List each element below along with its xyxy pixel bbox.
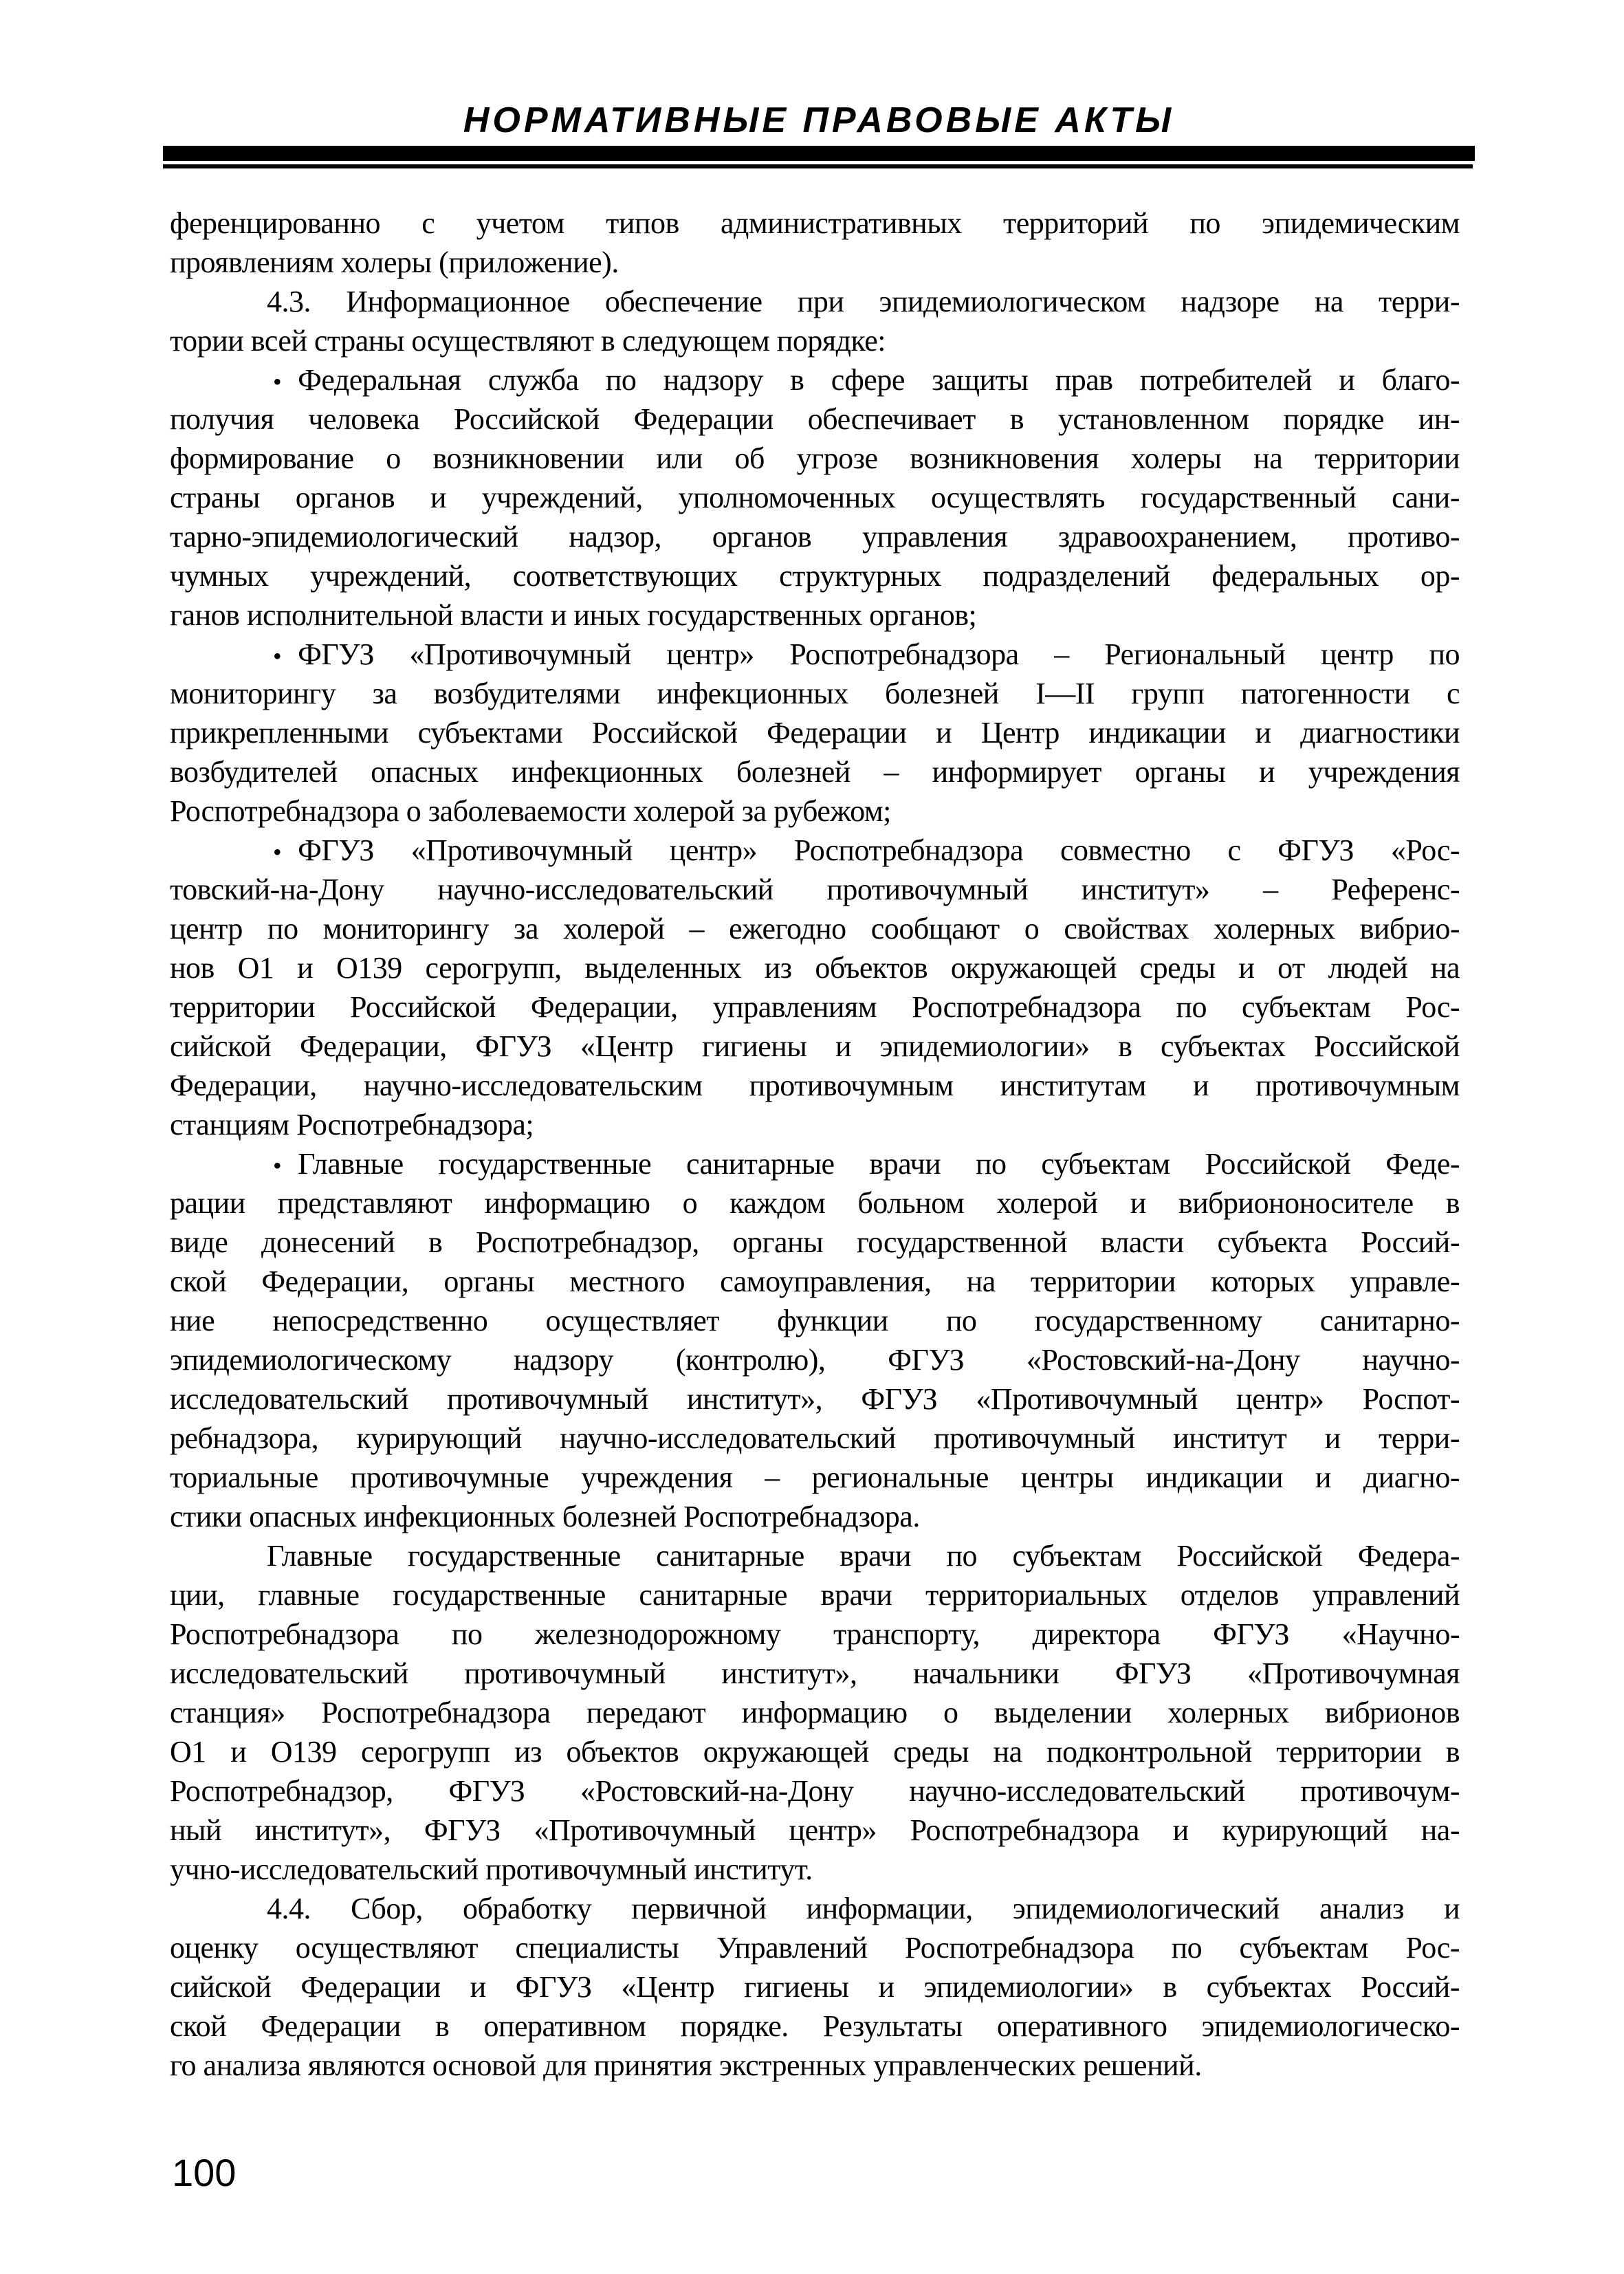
- text-line: стики опасных инфекционных болезней Роспотребнадзора.: [170, 1500, 920, 1533]
- bullet-icon: •: [273, 838, 282, 866]
- text-line: ние непосредственно осуществляет функции по государственному санитарно-: [170, 1304, 1460, 1337]
- header-rule-thin: [163, 164, 1473, 168]
- text-line: формирование о возникновении или об угрозе возникновения холеры на территории: [170, 441, 1460, 475]
- text-line: 4.3. Информационное обеспечение при эпидемиологическом надзоре на терри-: [267, 285, 1460, 318]
- text-line: исследовательский противочумный институт», начальники ФГУЗ «Противочумная: [170, 1657, 1460, 1690]
- text-line: товский-на-Дону научно-исследовательский противочумный институт» – Референс-: [170, 873, 1460, 906]
- page-header-title: НОРМАТИВНЫЕ ПРАВОВЫЕ АКТЫ: [463, 100, 1175, 140]
- text-line: эпидемиологическому надзору (контролю), ФГУЗ «Ростовский-на-Дону научно-: [170, 1343, 1460, 1377]
- document-body: [170, 204, 1460, 2085]
- text-line: тарно-эпидемиологический надзор, органов управления здравоохранением, противо-: [170, 520, 1460, 554]
- text-line: сийской Федерации, ФГУЗ «Центр гигиены и эпидемиологии» в субъектах Российской: [170, 1029, 1460, 1063]
- text-line: проявлениям холеры (приложение).: [170, 245, 619, 279]
- text-line: О1 и О139 серогрупп из объектов окружающей среды на подконтрольной территории в: [170, 1735, 1460, 1769]
- text-line: • Федеральная служба по надзору в сфере защиты прав потребителей и благо-: [273, 363, 1460, 397]
- text-line: ференцированно с учетом типов административных территорий по эпидемическим: [170, 206, 1460, 240]
- text-line: оценку осуществляют специалисты Управлений Роспотребнадзора по субъектам Рос-: [170, 1931, 1460, 1965]
- text-line: Федерации, научно-исследовательским противочумным институтам и противочумным: [170, 1069, 1460, 1102]
- text-line: рации представляют информацию о каждом больном холерой и вибриононосителе в: [170, 1186, 1460, 1220]
- text-line: ции, главные государственные санитарные врачи территориальных отделов управлений: [170, 1578, 1460, 1612]
- text-line: получия человека Российской Федерации обеспечивает в установленном порядке ин-: [170, 402, 1460, 436]
- text-line: Роспотребнадзор, ФГУЗ «Ростовский-на-Дону научно-исследовательский противочум-: [170, 1774, 1460, 1808]
- header-rule-thick: [163, 146, 1475, 161]
- text-line: • ФГУЗ «Противочумный центр» Роспотребнадзора совместно с ФГУЗ «Рос-: [273, 833, 1460, 867]
- text-line: • Главные государственные санитарные врачи по субъектам Российской Феде-: [273, 1147, 1460, 1181]
- text-line: учно-исследовательский противочумный институт.: [170, 1852, 813, 1886]
- text-line: станция» Роспотребнадзора передают информацию о выделении холерных вибрионов: [170, 1696, 1460, 1729]
- text-line: территории Российской Федерации, управлениям Роспотребнадзора по субъектам Рос-: [170, 990, 1460, 1024]
- text-line: ный институт», ФГУЗ «Противочумный центр» Роспотребнадзора и курирующий на-: [170, 1813, 1460, 1847]
- text-line: сийской Федерации и ФГУЗ «Центр гигиены и эпидемиологии» в субъектах Россий-: [170, 1970, 1460, 2004]
- text-line: тории всей страны осуществляют в следующем порядке:: [170, 324, 886, 358]
- text-line: Главные государственные санитарные врачи по субъектам Российской Федера-: [267, 1539, 1460, 1573]
- text-line: виде донесений в Роспотребнадзор, органы государственной власти субъекта Россий-: [170, 1225, 1460, 1259]
- text-line: Роспотребнадзора о заболеваемости холерой за рубежом;: [170, 794, 891, 828]
- text-line: чумных учреждений, соответствующих структурных подразделений федеральных ор-: [170, 559, 1460, 593]
- text-line: мониторингу за возбудителями инфекционных болезней I—II групп патогенности с: [170, 677, 1460, 710]
- text-line: ганов исполнительной власти и иных государственных органов;: [170, 598, 977, 632]
- text-line: ребнадзора, курирующий научно-исследовательский противочумный институт и терри-: [170, 1421, 1460, 1455]
- text-line: центр по мониторингу за холерой – ежегодно сообщают о свойствах холерных вибрио-: [170, 912, 1460, 945]
- text-line: 4.4. Сбор, обработку первичной информации, эпидемиологический анализ и: [267, 1892, 1460, 1925]
- text-line: Роспотребнадзора по железнодорожному транспорту, директора ФГУЗ «Научно-: [170, 1617, 1460, 1651]
- text-line: • ФГУЗ «Противочумный центр» Роспотребнадзора – Региональный центр по: [273, 637, 1460, 671]
- text-line: прикрепленными субъектами Российской Федерации и Центр индикации и диагностики: [170, 716, 1460, 750]
- text-line: исследовательский противочумный институт», ФГУЗ «Противочумный центр» Роспот-: [170, 1382, 1460, 1416]
- text-line: возбудителей опасных инфекционных болезней – информирует органы и учреждения: [170, 755, 1460, 789]
- text-line: ториальные противочумные учреждения – региональные центры индикации и диагно-: [170, 1461, 1460, 1494]
- bullet-icon: •: [273, 1152, 282, 1179]
- bullet-icon: •: [273, 368, 282, 395]
- bullet-icon: •: [273, 642, 282, 670]
- text-line: ской Федерации в оперативном порядке. Результаты оперативного эпидемиологическо-: [170, 2009, 1460, 2043]
- text-line: го анализа являются основой для принятия экстренных управленческих решений.: [170, 2048, 1202, 2082]
- text-line: ской Федерации, органы местного самоуправления, на территории которых управле-: [170, 1265, 1460, 1298]
- text-line: страны органов и учреждений, уполномоченных осуществлять государственный сани-: [170, 481, 1460, 514]
- text-line: нов О1 и О139 серогрупп, выделенных из объектов окружающей среды и от людей на: [170, 951, 1460, 985]
- page-number: 100: [172, 2151, 237, 2194]
- text-line: станциям Роспотребнадзора;: [170, 1108, 534, 1141]
